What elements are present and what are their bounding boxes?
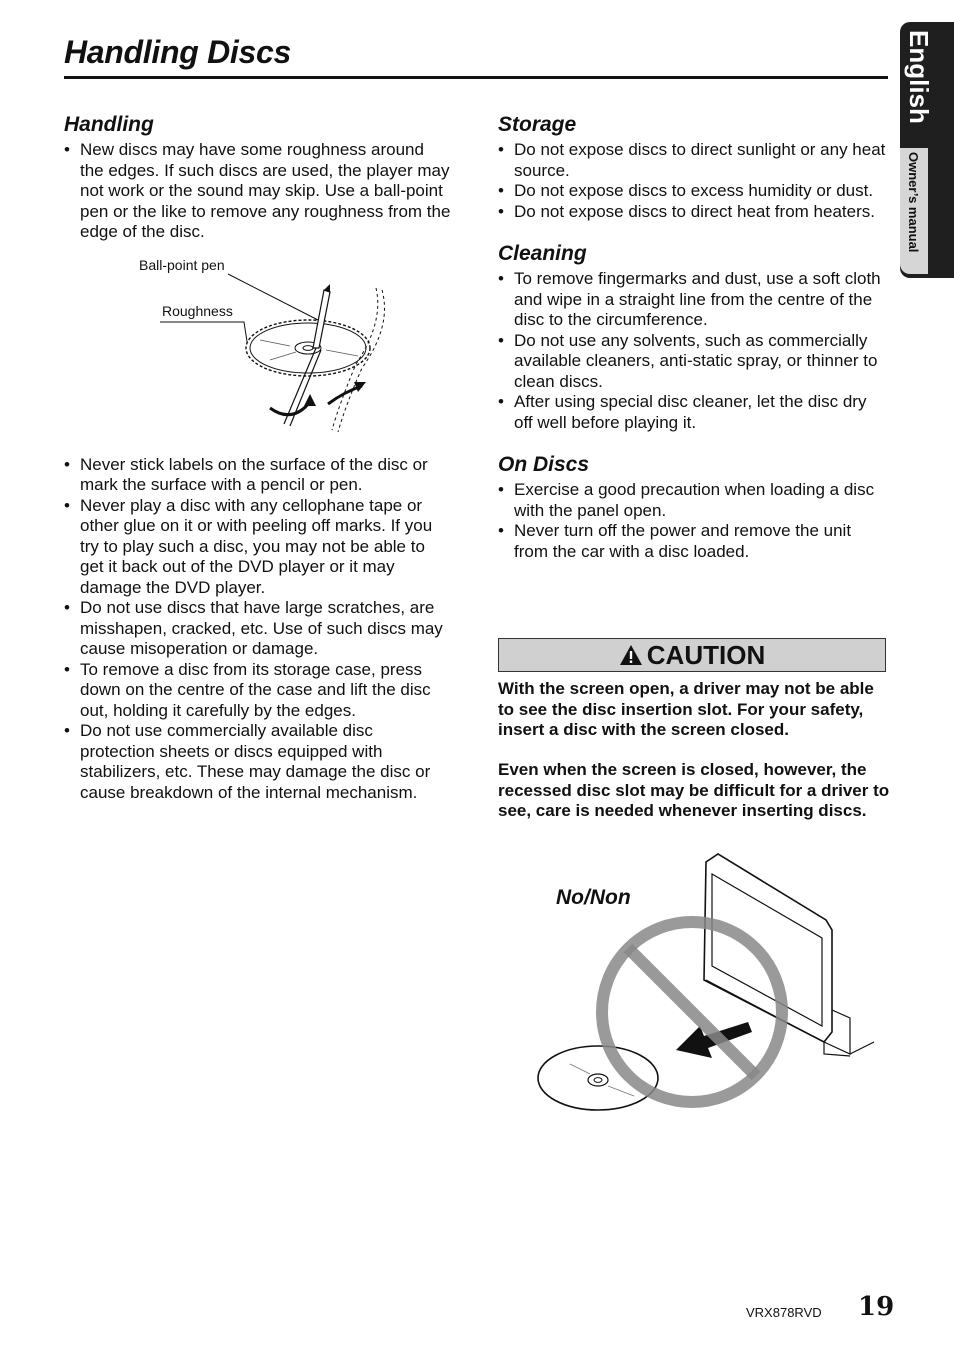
handling-list-top — [64, 140, 452, 243]
list-item: • Do not use any solvents, such as commercially available cleaners, anti-static spray, or thinner to clean discs. — [498, 331, 886, 393]
list-item: • Never stick labels on the surface of the disc or mark the surface with a pencil or pen. — [64, 455, 452, 496]
prohibited-icon — [602, 922, 782, 1102]
caution-paragraph-2: Even when the screen is closed, however, the recessed disc slot may be difficult for a driver to see, care is needed whenever inserting discs. — [498, 760, 890, 820]
storage-heading: Storage — [498, 113, 577, 136]
on-discs-heading: On Discs — [498, 453, 590, 476]
pen-label: Ball-point pen — [139, 257, 225, 273]
list-item: • Never turn off the power and remove the unit from the car with a disc loaded. — [498, 521, 886, 562]
handling-list-bottom — [64, 455, 452, 804]
list-item: • After using special disc cleaner, let the disc dry off well before playing it. — [498, 392, 886, 433]
on-discs-list — [498, 480, 886, 562]
list-item: • New discs may have some roughness around the edges. If such discs are used, the player may not work or the sound may skip. Use a ball-point pen or the like to remove any roughness from the edge of the disc. — [64, 140, 452, 243]
page-title: Handling Discs — [64, 34, 291, 70]
warning-triangle-icon — [619, 644, 643, 666]
no-label: No/Non — [556, 886, 631, 909]
title-rule — [64, 76, 888, 79]
cleaning-heading: Cleaning — [498, 242, 587, 265]
list-item: • To remove fingermarks and dust, use a soft cloth and wipe in a straight line from the centre of the disc to the circumference. — [498, 269, 886, 331]
list-item: • Do not use discs that have large scratches, are misshapen, cracked, etc. Use of such discs may cause misoperation or damage. — [64, 598, 452, 660]
caution-paragraph-1: With the screen open, a driver may not be able to see the disc insertion slot. For your safety, insert a disc with the screen closed. — [498, 679, 874, 739]
manual-tab-label: Owner’s manual — [906, 152, 921, 253]
left-column — [64, 112, 452, 803]
list-item: • To remove a disc from its storage case, press down on the centre of the case and lift the disc out, holding it carefully by the edges. — [64, 660, 452, 722]
model-number: VRX878RVD — [746, 1305, 822, 1320]
pen-leader-line — [228, 274, 318, 320]
page-number: 19 — [858, 1292, 895, 1322]
language-tab-label: English — [904, 30, 934, 124]
list-item: • Do not use commercially available disc protection sheets or discs equipped with stabilizers, etc. These may damage the disc or cause breakdown of the internal mechanism. — [64, 721, 452, 803]
monitor-icon — [704, 854, 874, 1056]
list-item: • Do not expose discs to direct heat from heaters. — [498, 202, 886, 223]
disc-handling-illustration — [130, 252, 400, 438]
roughness-leader-line — [160, 322, 248, 348]
cleaning-list — [498, 269, 886, 433]
list-item: • Exercise a good precaution when loading a disc with the panel open. — [498, 480, 886, 521]
list-item: • Do not expose discs to excess humidity or dust. — [498, 181, 886, 202]
rotate-arrow-icon — [270, 382, 366, 415]
list-item: • Never play a disc with any cellophane tape or other glue on it or with peeling off marks. If you try to play such a disc, you may not be able to get it back out of the DVD player or it may damage the DVD player. — [64, 496, 452, 599]
caution-banner — [498, 638, 886, 672]
handling-heading: Handling — [64, 113, 154, 136]
caution-label: CAUTION — [646, 640, 766, 670]
roughness-label: Roughness — [162, 303, 233, 319]
right-column — [498, 112, 886, 562]
list-item: • Do not expose discs to direct sunlight or any heat source. — [498, 140, 886, 181]
storage-list — [498, 140, 886, 222]
